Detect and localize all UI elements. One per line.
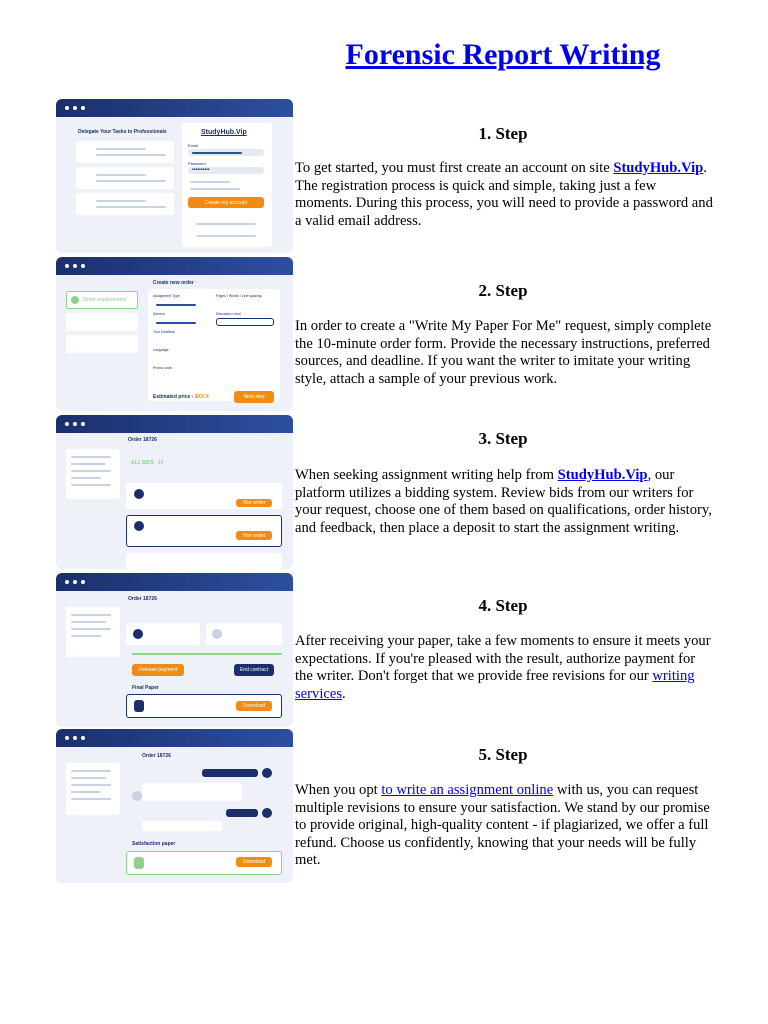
all-bids-label: ALL BIDS [131, 460, 154, 466]
brand-label: StudyHub.Vip [201, 129, 247, 136]
chat-message [226, 809, 258, 817]
page-title[interactable]: Forensic Report Writing [345, 38, 661, 71]
education-level-field[interactable] [216, 318, 274, 326]
step1-screenshot: Delegate Your Tasks to Professionals StudyHub.Vip Email Password •••••••••• Create my account [56, 99, 293, 253]
window-bar [56, 573, 293, 591]
chat-message [202, 769, 258, 777]
step2-screenshot: Create new order Order requirements Assignment Type Pages / Words / Line spacing Service Education Level Your Deadline Language Promo code Estimated price - $XX.X Next step [56, 257, 293, 411]
step5-text: When you opt to write an assignment online with us, you can request multiple revisions to ensure your satisfaction. We stand by our promise to provide original, high-quality content - if plagiarized, we offer a full refund. Choose us confidently, knowing that your needs will be fully met. [295, 782, 710, 869]
hire-writer-button[interactable]: Hire writer [236, 531, 272, 540]
download-button[interactable]: Download [236, 857, 272, 867]
step5-screenshot [56, 729, 293, 883]
writing-services-link[interactable]: writing services [295, 668, 695, 702]
step2-heading: 2. Step [478, 281, 528, 300]
order-number: Order 18726 [142, 753, 171, 759]
step3-heading: 3. Step [478, 429, 528, 448]
write-assignment-link[interactable]: to write an assignment online [381, 782, 554, 798]
step3-text: When seeking assignment writing help from StudyHub.Vip, our platform utilizes a bidding system. Review bids from our writers for your request, choose one of them based on qualifications, order history, and feedback, then place a deposit to start the assignment writing. [295, 467, 712, 536]
step1-text: To get started, you must first create an account on site StudyHub.Vip. The registration process is quick and simple, taking just a few moments. During this process, you will need to provide a password and a valid email address. [295, 160, 713, 229]
step4-text: After receiving your paper, take a few moments to ensure it meets your expectations. If you're pleased with the result, authorize payment for the writer. Don't forget that we provide free revisions for our writing services. [295, 633, 711, 702]
step4-heading: 4. Step [478, 596, 528, 615]
hire-writer-button[interactable]: Hire writer [236, 499, 272, 507]
final-paper-label: Final Paper [132, 685, 159, 691]
step5-heading: 5. Step [478, 745, 528, 764]
end-contract-button[interactable]: End contract [234, 664, 274, 676]
order-number: Order 18726 [128, 437, 157, 443]
studyhub-link[interactable]: StudyHub.Vip [613, 160, 704, 176]
studyhub-link[interactable]: StudyHub.Vip [557, 467, 648, 483]
satisfaction-paper-label: Satisfaction paper [132, 841, 176, 847]
window-bar [56, 415, 293, 433]
bid-count-badge: 17 [158, 460, 164, 466]
price-label: Estimated price - $XX.X [153, 394, 209, 400]
step3-screenshot [56, 415, 293, 569]
create-account-button[interactable]: Create my account [188, 197, 264, 208]
next-step-button[interactable]: Next step [234, 391, 274, 403]
window-bar [56, 729, 293, 747]
step1-heading: 1. Step [478, 124, 528, 143]
create-order-title: Create new order [153, 280, 194, 286]
download-button[interactable]: Download [236, 701, 272, 711]
delegate-heading: Delegate Your Tasks to Professionals [78, 129, 167, 135]
order-number: Order 18726 [128, 596, 157, 602]
window-bar [56, 99, 293, 117]
window-bar [56, 257, 293, 275]
step2-text: In order to create a "Write My Paper For Me" request, simply complete the 10-minute order form. Provide the necessary instructions, preferred sources, and deadline. If you want the writer to imitate your writing style, attach a sample of your previous work. [295, 318, 712, 387]
step4-screenshot [56, 573, 293, 727]
release-payment-button[interactable]: Release payment [132, 664, 184, 676]
